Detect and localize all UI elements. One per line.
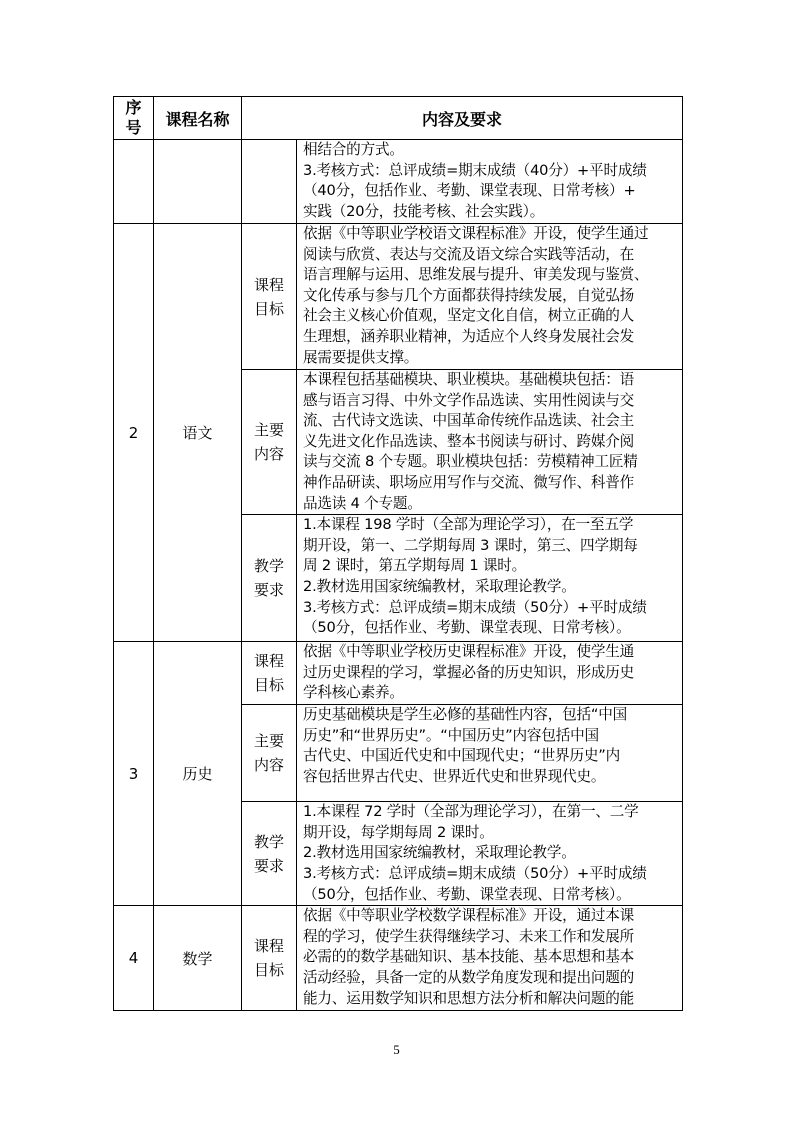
course2-goal-label: 课程目标 (242, 224, 297, 370)
course2-goal-content: 依据《中等职业学校语文课程标准》开设，使学生通过 阅读与欣赏、表达与交流及语文综合实践等活动，在 语言理解与运用、思维发展与提升、审美发现与鉴赏、 文化传承与参与几个方面都获得持续发展，自觉弘扬 社会主义核心价值观，坚定文化自信，树立正确的人 生理想，涵养职业精神，为适应个人终身发展社会发 展需要提供支撑。 (297, 224, 683, 370)
table-row-course4-goal (114, 906, 683, 1011)
cell-content-continuation: 相结合的方式。 3.考核方式：总评成绩=期末成绩（40分）+平时成绩 （40分，包括作业、考勤、课堂表现、日常考核）+ 实践（20分，技能考核、社会实践）。 (297, 140, 683, 224)
course3-req-label: 教学要求 (242, 802, 297, 906)
table-header-row (114, 97, 683, 140)
course4-name: 数学 (154, 906, 242, 1011)
course2-content-label: 主要内容 (242, 370, 297, 515)
course4-goal-content: 依据《中等职业学校数学课程标准》开设，通过本课 程的学习，使学生获得继续学习、未来工作和发展所 必需的的数学基础知识、基本技能、基本思想和基本 活动经验，具备一定的从数学角度发现和提出问题的 能力、运用数学知识和思想方法分析和解决问题的能 (297, 906, 683, 1011)
course4-goal-label: 课程目标 (242, 906, 297, 1011)
header-no: 序号 (114, 97, 154, 140)
course-table (113, 96, 683, 1011)
cell-no-empty (114, 140, 154, 224)
course3-name: 历史 (154, 642, 242, 906)
course2-no: 2 (114, 224, 154, 642)
table-row-course3-goal (114, 642, 683, 705)
table-row-course2-goal (114, 224, 683, 370)
header-content: 内容及要求 (242, 97, 683, 140)
course3-goal-label: 课程目标 (242, 642, 297, 705)
course3-requirements: 1.本课程 72 学时（全部为理论学习），在第一、二学 期开设，每学期每周 2 课时。 2.教材选用国家统编教材，采取理论教学。 3.考核方式：总评成绩=期末成绩（50分）+平时成绩 （50分，包括作业、考勤、课堂表现、日常考核）。 (297, 802, 683, 906)
table-row-continuation (114, 140, 683, 224)
course3-content-label: 主要内容 (242, 705, 297, 802)
header-course-name: 课程名称 (154, 97, 242, 140)
course2-requirements: 1.本课程 198 学时（全部为理论学习），在一至五学 期开设，第一、二学期每周 3 课时，第三、四学期每 周 2 课时，第五学期每周 1 课时。 2.教材选用国家统编教材，采取理论教学。 3.考核方式：总评成绩=期末成绩（50分）+平时成绩 （50分，包括作业、考勤、课堂表现、日常考核）。 (297, 515, 683, 642)
course2-main-content: 本课程包括基础模块、职业模块。基础模块包括：语 感与语言习得、中外文学作品选读、实用性阅读与交 流、古代诗文选读、中国革命传统作品选读、社会主 义先进文化作品选读、整本书阅读与研讨、跨媒介阅 读与交流 8 个专题。职业模块包括：劳模精神工匠精 神作品研读、职场应用写作与交流、微写作、科普作 品选读 4 个专题。 (297, 370, 683, 515)
cell-sub-empty (242, 140, 297, 224)
course2-req-label: 教学要求 (242, 515, 297, 642)
course3-no: 3 (114, 642, 154, 906)
cell-name-empty (154, 140, 242, 224)
page-number: 5 (393, 1042, 400, 1057)
course2-name: 语文 (154, 224, 242, 642)
course3-goal-content: 依据《中等职业学校历史课程标准》开设，使学生通 过历史课程的学习，掌握必备的历史知识，形成历史 学科核心素养。 (297, 642, 683, 705)
course4-no: 4 (114, 906, 154, 1011)
course3-main-content: 历史基础模块是学生必修的基础性内容，包括“中国 历史”和“世界历史”。“中国历史”内容包括中国 古代史、中国近代史和中国现代史；“世界历史”内 容包括世界古代史、世界近代史和世界现代史。 (297, 705, 683, 802)
